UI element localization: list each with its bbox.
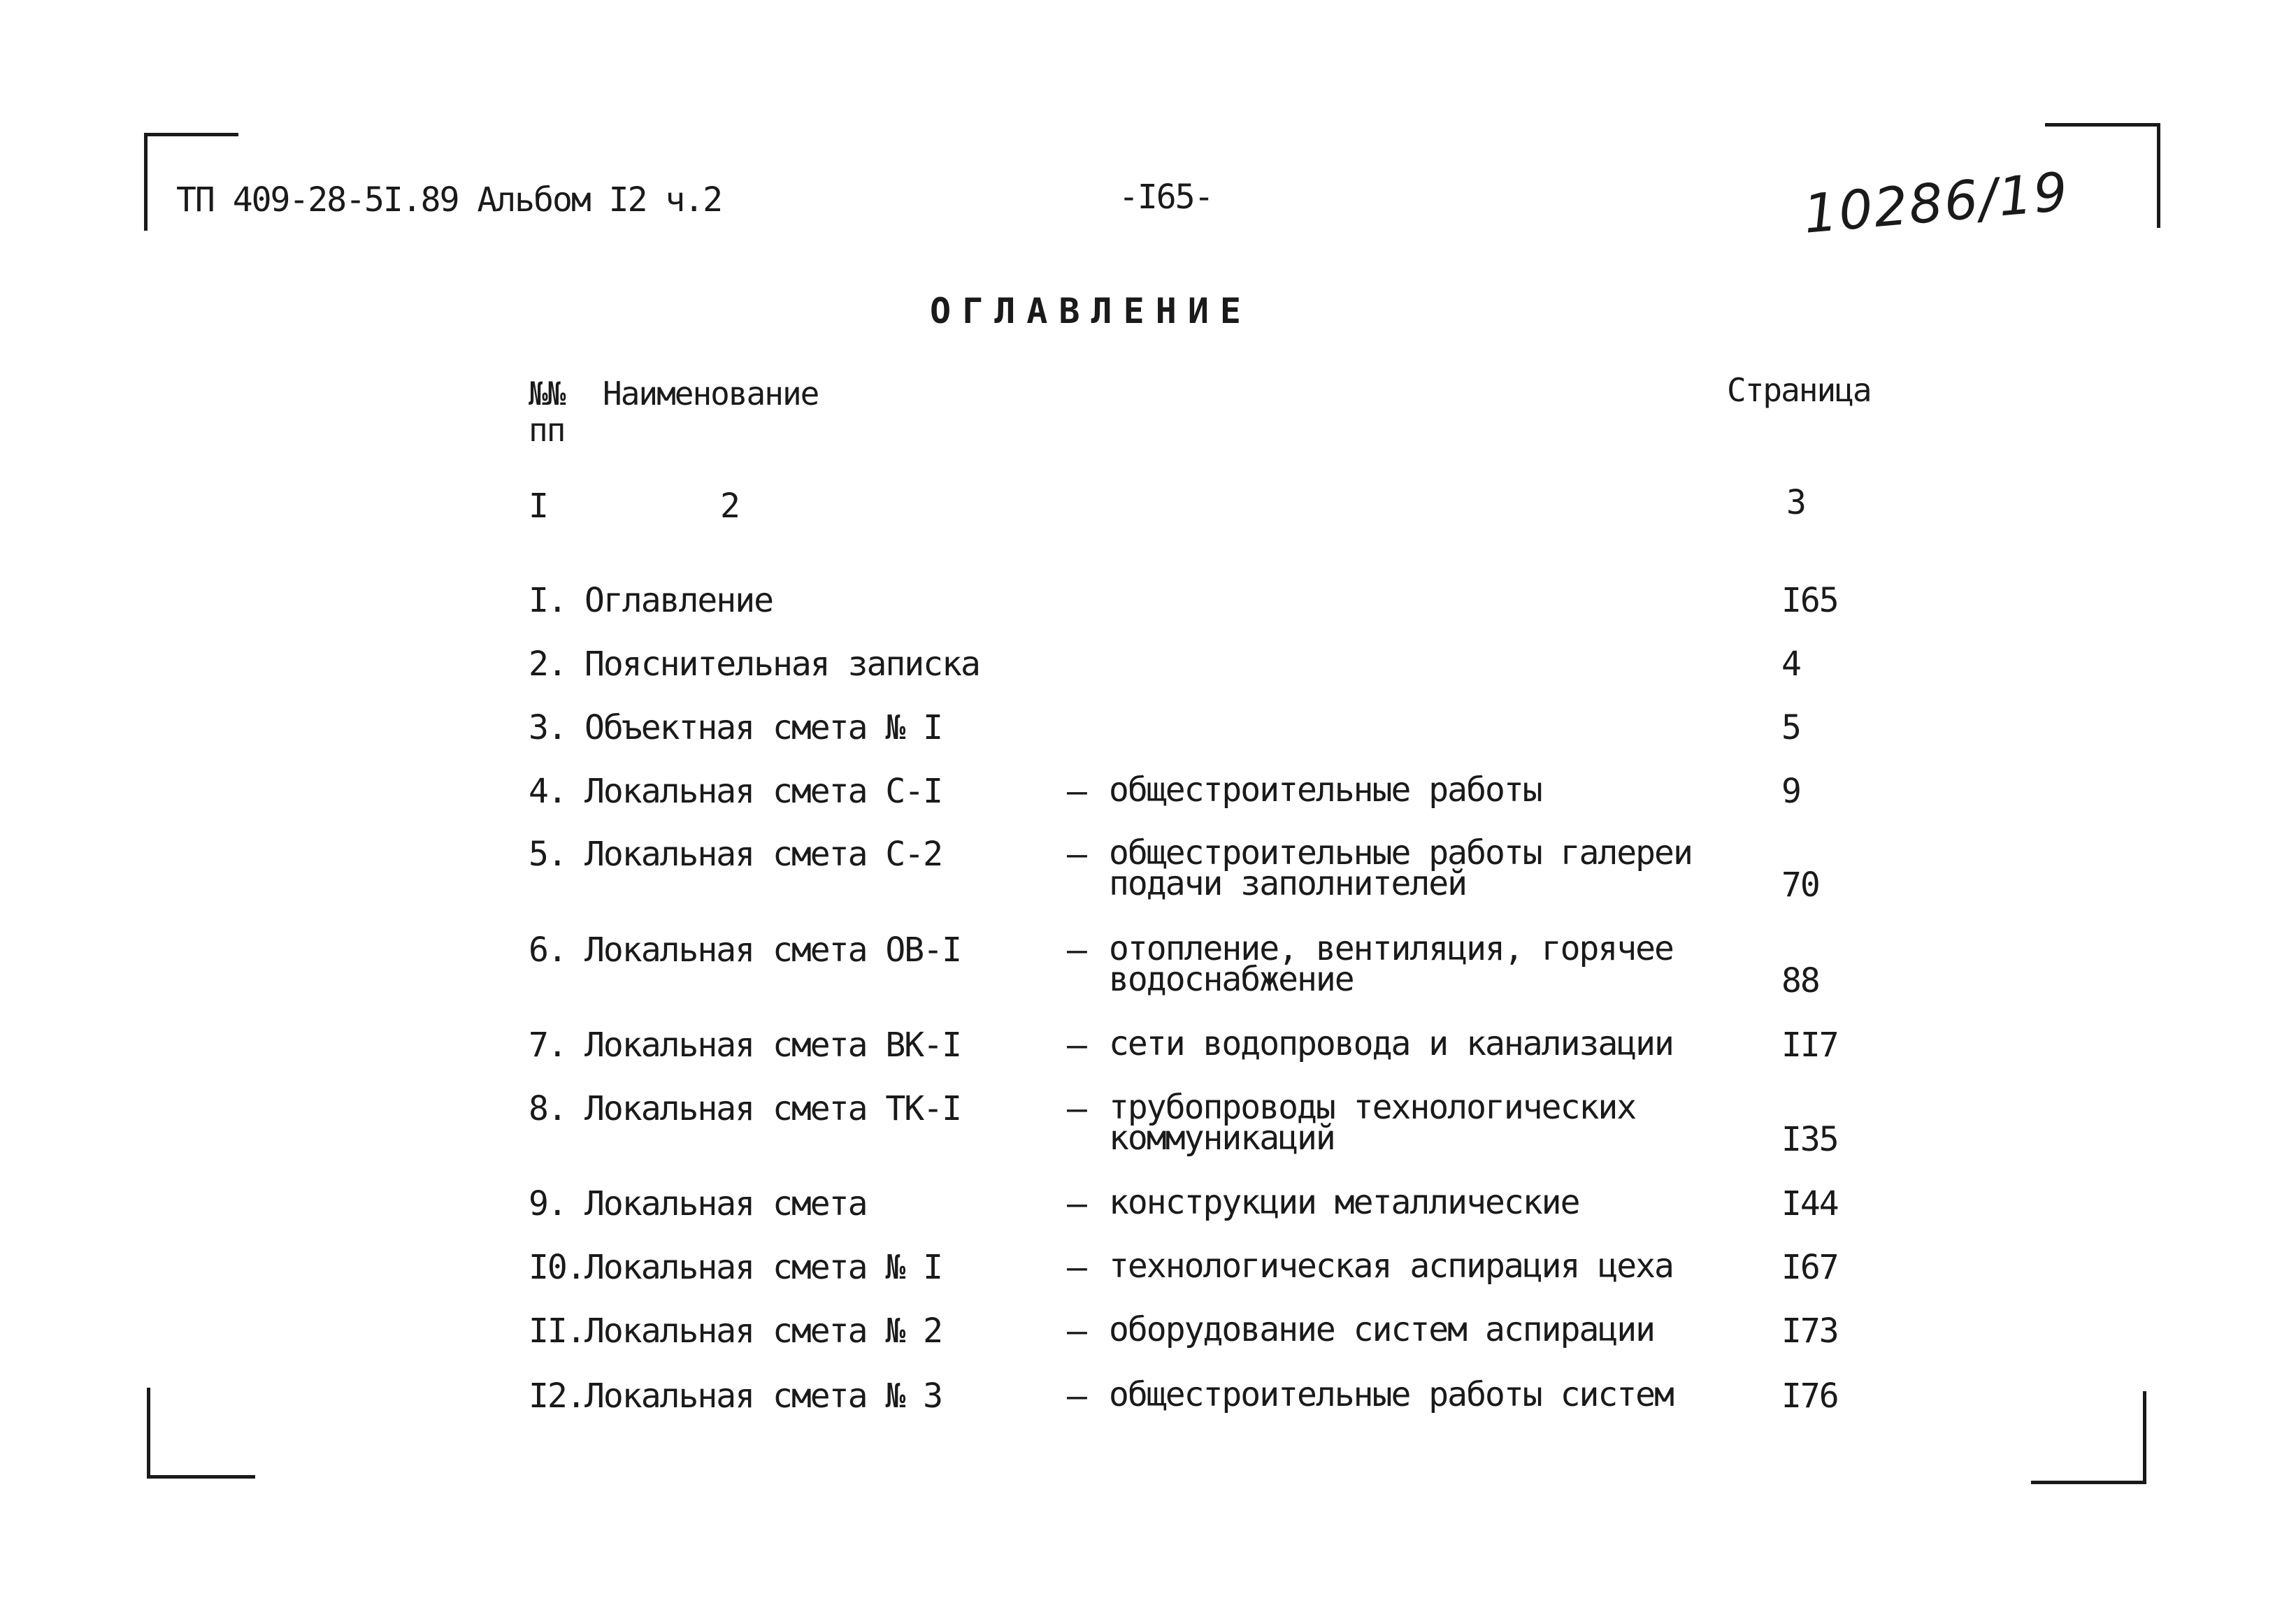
entry-number: 3.	[529, 708, 566, 747]
entry-page: 70	[1781, 865, 1819, 905]
entry-name: Локальная смета ОВ-I	[584, 930, 961, 970]
entry-name: Локальная смета № 2	[584, 1311, 942, 1351]
column-index-1: I	[529, 487, 547, 526]
entry-dash: –	[1067, 1184, 1086, 1223]
entry-name: Пояснительная записка	[584, 645, 980, 684]
entry-description: трубопроводы технологических коммуникаций	[1109, 1088, 1636, 1158]
toc-entry	[0, 1310, 2296, 1356]
entry-page: I73	[1781, 1311, 1838, 1351]
entry-number: I0.	[529, 1248, 585, 1287]
entry-number: I.	[529, 581, 566, 620]
entry-dash: –	[1067, 835, 1086, 874]
entry-page: I76	[1781, 1377, 1838, 1416]
entry-name: Локальная смета С-2	[584, 835, 942, 874]
entry-name: Объектная смета № I	[584, 708, 942, 747]
entry-name: Локальная смета ТК-I	[584, 1089, 961, 1128]
entry-description: общестроительные работы систем	[1109, 1375, 1673, 1414]
entry-page: I67	[1781, 1248, 1838, 1287]
entry-description: технологическая аспирация цеха	[1109, 1246, 1673, 1286]
entry-description: конструкции металлические	[1109, 1183, 1579, 1222]
toc-entry	[0, 1183, 2296, 1229]
document-code: ТП 409-28-5I.89 Альбом I2 ч.2	[176, 180, 722, 220]
entry-number: 5.	[529, 835, 566, 874]
handwritten-reference: 10286/19	[1801, 160, 2072, 245]
entry-description: общестроительные работы галереи подачи заполнителей	[1109, 833, 1692, 903]
entry-name: Локальная смета С-I	[584, 772, 942, 811]
entry-number: II.	[529, 1311, 585, 1351]
entry-name: Локальная смета ВК-I	[584, 1026, 961, 1065]
entry-dash: –	[1067, 1377, 1086, 1416]
entry-description: общестроительные работы	[1109, 770, 1542, 810]
column-index-2: 2	[720, 487, 739, 526]
toc-entry	[0, 647, 2296, 689]
column-header-name: Наименование	[603, 375, 819, 412]
toc-entry	[0, 833, 2296, 905]
entry-page: 4	[1781, 645, 1800, 684]
toc-entry	[0, 708, 2296, 753]
entry-name: Локальная смета № 3	[584, 1377, 942, 1416]
column-header-number: №№	[529, 375, 565, 412]
entry-page: I35	[1781, 1120, 1838, 1159]
entry-number: 9.	[529, 1184, 566, 1223]
entry-page: 88	[1781, 961, 1819, 1000]
entry-page: I44	[1781, 1184, 1838, 1223]
entry-name: Локальная смета № I	[584, 1248, 942, 1287]
entry-dash: –	[1067, 1026, 1086, 1065]
entry-description: сети водопровода и канализации	[1109, 1024, 1673, 1063]
entry-dash: –	[1067, 1311, 1086, 1351]
toc-entry	[0, 581, 2296, 626]
entry-dash: –	[1067, 1089, 1086, 1128]
entry-number: 7.	[529, 1026, 566, 1065]
toc-entry	[0, 1024, 2296, 1070]
entry-page: I65	[1781, 581, 1838, 620]
entry-number: 8.	[529, 1089, 566, 1128]
entry-dash: –	[1067, 1248, 1086, 1287]
entry-description: отопление, вентиляция, горячее водоснабжение	[1109, 929, 1673, 999]
entry-description: оборудование систем аспирации	[1109, 1310, 1655, 1349]
toc-entry	[0, 1375, 2296, 1421]
column-header-number-sub: пп	[529, 411, 565, 449]
toc-entry	[0, 770, 2296, 817]
column-index-3: 3	[1786, 483, 1805, 522]
entry-number: 2.	[529, 645, 566, 684]
column-header-page: Страница	[1727, 371, 1871, 409]
entry-number: 4.	[529, 772, 566, 811]
entry-number: I2.	[529, 1377, 585, 1416]
entry-page: II7	[1781, 1026, 1838, 1065]
toc-entry	[0, 1246, 2296, 1293]
entry-dash: –	[1067, 772, 1086, 811]
entry-page: 5	[1781, 708, 1800, 747]
toc-entry	[0, 1088, 2296, 1159]
entry-name: Оглавление	[584, 581, 773, 620]
entry-name: Локальная смета	[584, 1184, 867, 1223]
entry-page: 9	[1781, 772, 1800, 811]
entry-number: 6.	[529, 930, 566, 970]
page-title: ОГЛАВЛЕНИЕ	[930, 291, 1253, 331]
toc-entry	[0, 929, 2296, 1000]
entry-dash: –	[1067, 930, 1086, 970]
page-number: -I65-	[1119, 178, 1213, 217]
